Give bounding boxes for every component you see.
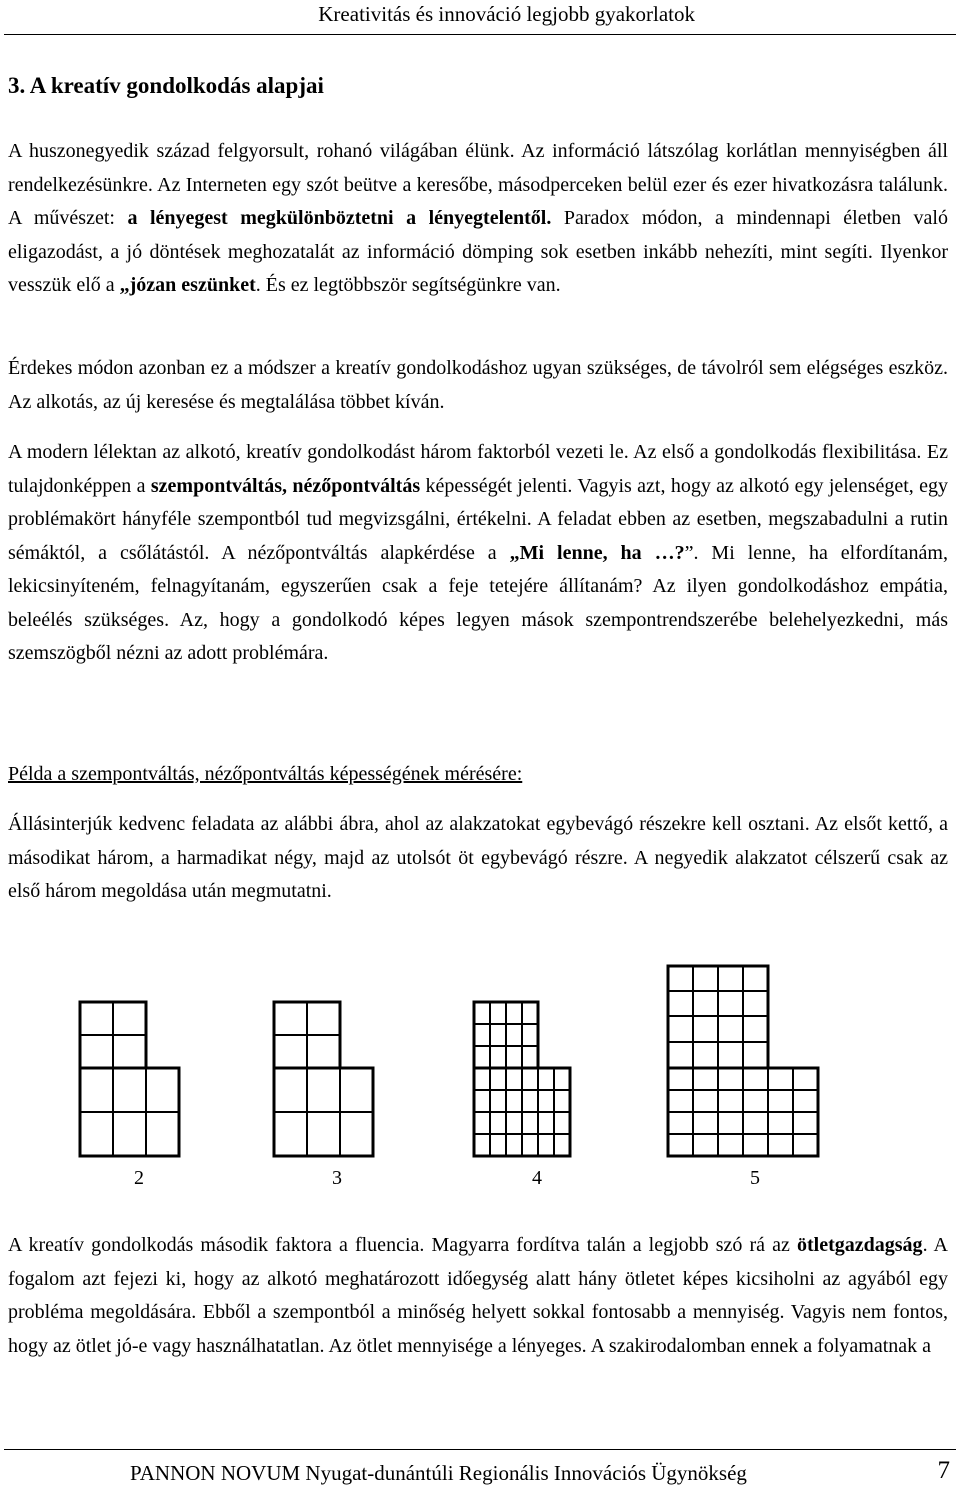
figure-label-3: 4 bbox=[532, 1167, 542, 1189]
figure-4 bbox=[668, 966, 818, 1156]
example-heading: Példa a szempontváltás, nézőpontváltás képességének mérésére: bbox=[8, 763, 523, 785]
section-title: 3. A kreatív gondolkodás alapjai bbox=[8, 73, 324, 98]
footer-rule bbox=[4, 1449, 956, 1450]
figure-3 bbox=[474, 1002, 570, 1156]
paragraph-4: A kreatív gondolkodás második faktora a fluencia. Magyarra fordítva talán a legjobb szó rá az ötletgazdagság. A fogalom azt fejezi ki, hogy az alkotó meghatározott időegység alatt hány ötletet képes kicsiholni az agyából egy probléma megoldására. Ebből a szempontból a minőség helyett sokkal fontosabb a mennyiség. Vagyis nem fontos, hogy az ötlet jó-e vagy használhatatlan. Az ötlet mennyisége a lényeges. A szakirodalomban ennek a folyamatnak a bbox=[8, 1234, 949, 1357]
running-header: Kreativitás és innováció legjobb gyakorlatok bbox=[318, 2, 695, 26]
figure-label-1: 2 bbox=[134, 1167, 144, 1189]
figure-label-2: 3 bbox=[332, 1167, 342, 1189]
footer-text: PANNON NOVUM Nyugat-dunántúli Regionális Innovációs Ügynökség bbox=[130, 1461, 747, 1485]
header-rule bbox=[4, 34, 956, 35]
paragraph-2: Érdekes módon azonban ez a módszer a kreatív gondolkodáshoz ugyan szükséges, de távolról sem elégséges eszköz. Az alkotás, az új keresése és megtalálása többet kíván. bbox=[8, 357, 948, 413]
paragraph-1: A huszonegyedik század felgyorsult, rohanó világában élünk. Az információ látszólag korlátlan mennyiségben áll rendelkezésünkre. Az Interneten egy szót beütve a keresőbe, másodperceken belül ezer és ezer hivatkozásra találunk. A művészet: a lényegest megkülönböztetni a lényegtelentől. Paradox módon, a mindennapi életben való eligazodást, a jó döntések meghozatalát az információ dömping sok esetben inkább nehezíti, mint segíti. Ilyenkor vesszük elő a „józan eszünket. És ez legtöbbször segítségünkre van. bbox=[8, 140, 948, 296]
figure-1 bbox=[80, 1002, 179, 1156]
paragraph-3: A modern lélektan az alkotó, kreatív gondolkodást három faktorból vezeti le. Az első a gondolkodás flexibilitása. Ez tulajdonképpen a szempontváltás, nézőpontváltás képességét jelenti. Vagyis azt, hogy az alkotó egy jelenséget, egy problémakört hányféle szempontból tud megvizsgálni, értékelni. A feladat ebben az esetben, megszabadulni a rutin sémáktól, a csőlátástól. A nézőpontváltás alapkérdése a „Mi lenne, ha …?”. Mi lenne, ha elfordítanám, lekicsinyíteném, felnagyítanám, egyszerűen csak a feje tetejére állítanám? Az ilyen gondolkodáshoz empátia, beleélés szükséges. Az, hogy a gondolkodó képes legyen mások szempontrendszerébe belehelyezkedni, más szemszögből nézni az adott problémára. bbox=[8, 441, 948, 664]
page-number: 7 bbox=[937, 1457, 950, 1484]
puzzle-figures bbox=[0, 960, 960, 1160]
example-paragraph: Állásinterjúk kedvenc feladata az alábbi ábra, ahol az alakzatokat egybevágó részekre kell osztani. Az elsőt kettő, a másodikat három, a harmadikat négy, majd az utolsót öt egybevágó részre. A negyedik alakzatot célszerű csak az első három megoldása után megmutatni. bbox=[8, 813, 948, 902]
figure-2 bbox=[274, 1002, 373, 1156]
figure-label-4: 5 bbox=[750, 1167, 760, 1189]
